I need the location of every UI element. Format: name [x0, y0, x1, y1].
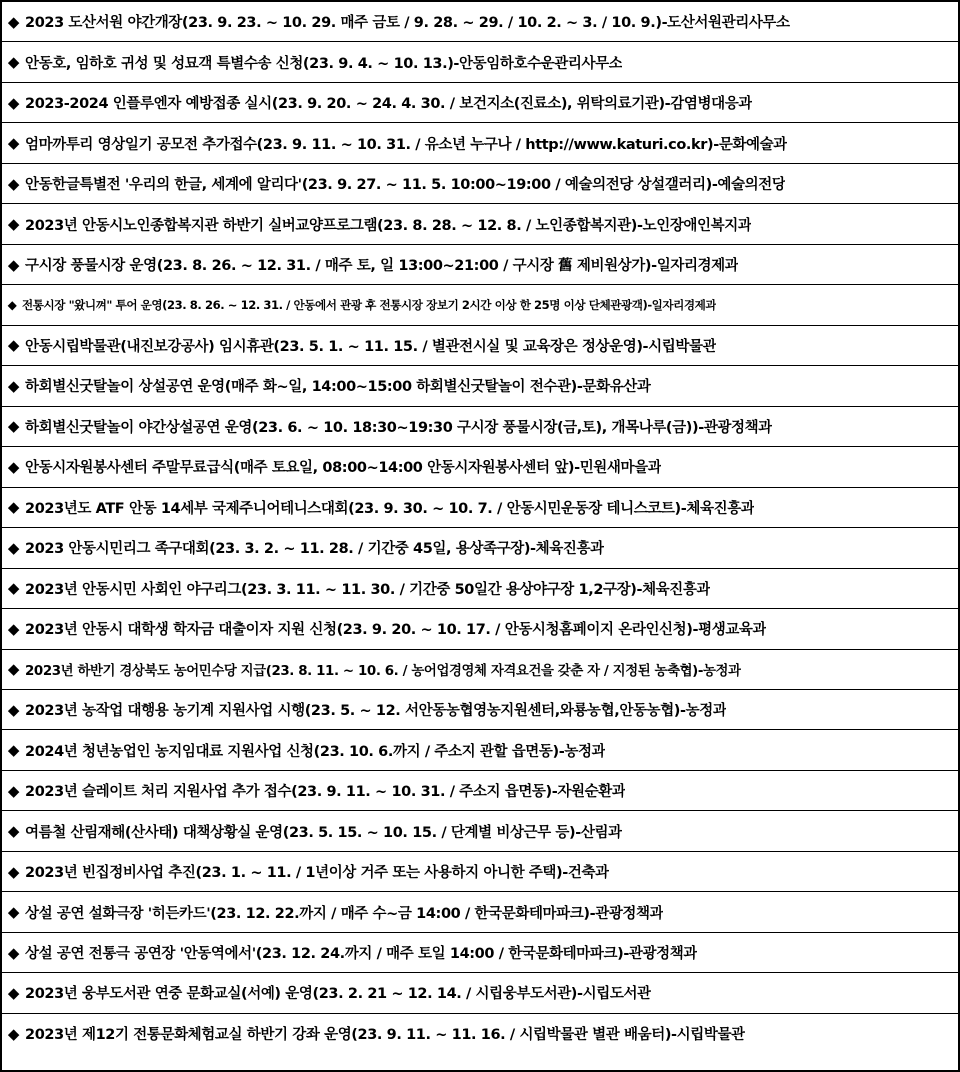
list-item[interactable]	[2, 204, 958, 244]
list-item[interactable]	[2, 366, 958, 406]
notice-text[interactable]: 2023년 안동시민 사회인 야구리그(23. 3. 11. ~ 11. 30. / 기간중 50일간 용상야구장 1,2구장)-체육진흥과	[25, 581, 711, 598]
diamond-bullet-icon: ◆	[7, 457, 20, 476]
notice-text[interactable]: 엄마까투리 영상일기 공모전 추가접수(23. 9. 11. ~ 10. 31. / 유소년 누구나 / http://www.katuri.co.kr)-문화예술과	[25, 136, 787, 153]
list-item[interactable]	[2, 771, 958, 811]
diamond-bullet-icon: ◆	[7, 174, 20, 193]
notice-text[interactable]: 2024년 청년농업인 농지임대료 지원사업 신청(23. 10. 6.까지 / 주소지 관할 읍면동)-농정과	[25, 743, 606, 760]
list-item[interactable]	[2, 447, 958, 487]
notice-text[interactable]: 하회별신굿탈놀이 야간상설공연 운영(23. 6. ~ 10. 18:30~19:30 구시장 풍물시장(금,토), 개목나루(금))-관광정책과	[25, 419, 772, 436]
list-item[interactable]	[2, 83, 958, 123]
notice-text[interactable]: 2023-2024 인플루엔자 예방접종 실시(23. 9. 20. ~ 24. 4. 30. / 보건지소(진료소), 위탁의료기관)-감염병대응과	[25, 96, 752, 113]
list-item[interactable]	[2, 407, 958, 447]
list-item[interactable]	[2, 730, 958, 770]
notice-text[interactable]: 전통시장 "왔니껴" 투어 운영(23. 8. 26. ~ 12. 31. / 안동에서 관광 후 전통시장 장보기 2시간 이상 한 25명 이상 단체관광객)-일자리경제과	[22, 298, 717, 313]
list-item[interactable]	[2, 326, 958, 366]
list-item[interactable]	[2, 569, 958, 609]
diamond-bullet-icon: ◆	[7, 741, 20, 760]
notice-text[interactable]: 안동시자원봉사센터 주말무료급식(매주 토요일, 08:00~14:00 안동시자원봉사센터 앞)-민원새마을과	[25, 460, 662, 477]
diamond-bullet-icon: ◆	[7, 134, 20, 153]
notice-text[interactable]: 2023년 빈집정비사업 추진(23. 1. ~ 11. / 1년이상 거주 또는 사용하지 아니한 주택)-건축과	[25, 865, 609, 882]
notice-text[interactable]: 2023년 웅부도서관 연중 문화교실(서예) 운영(23. 2. 21 ~ 12. 14. / 시립웅부도서관)-시립도서관	[25, 986, 651, 1003]
diamond-bullet-icon: ◆	[7, 417, 20, 436]
list-item[interactable]	[2, 811, 958, 851]
diamond-bullet-icon: ◆	[7, 336, 20, 355]
notice-text[interactable]: 2023년 제12기 전통문화체험교실 하반기 강좌 운영(23. 9. 11. ~ 11. 16. / 시립박물관 별관 배움터)-시립박물관	[25, 1027, 745, 1044]
notice-text[interactable]: 하회별신굿탈놀이 상설공연 운영(매주 화~일, 14:00~15:00 하회별신굿탈놀이 전수관)-문화유산과	[25, 379, 651, 396]
list-item[interactable]	[2, 123, 958, 163]
notice-text[interactable]: 안동호, 임하호 귀성 및 성묘객 특별수송 신청(23. 9. 4. ~ 10. 13.)-안동임하호수운관리사무소	[25, 55, 623, 72]
notice-text[interactable]: 2023년 하반기 경상북도 농어민수당 지급(23. 8. 11. ~ 10. 6. / 농어업경영체 자격요건을 갖춘 자 / 지정된 농축협)-농정과	[25, 663, 741, 679]
diamond-bullet-icon: ◆	[7, 660, 20, 679]
notice-text[interactable]: 상설 공연 설화극장 '히든카드'(23. 12. 22.까지 / 매주 수~금 14:00 / 한국문화테마파크)-관광정책과	[25, 905, 664, 922]
notice-text[interactable]: 2023 도산서원 야간개장(23. 9. 23. ~ 10. 29. 매주 금토 / 9. 28. ~ 29. / 10. 2. ~ 3. / 10. 9.)-도산서원관리사무소	[25, 15, 790, 32]
diamond-bullet-icon: ◆	[7, 298, 17, 313]
notice-text[interactable]: 2023년 안동시노인종합복지관 하반기 실버교양프로그램(23. 8. 28. ~ 12. 8. / 노인종합복지관)-노인장애인복지과	[25, 217, 752, 234]
list-item[interactable]	[2, 42, 958, 82]
list-item[interactable]	[2, 650, 958, 690]
diamond-bullet-icon: ◆	[7, 781, 20, 800]
diamond-bullet-icon: ◆	[7, 983, 20, 1002]
list-item[interactable]	[2, 852, 958, 892]
list-item[interactable]	[2, 609, 958, 649]
diamond-bullet-icon: ◆	[7, 903, 20, 922]
notice-text[interactable]: 안동시립박물관(내진보강공사) 임시휴관(23. 5. 1. ~ 11. 15. / 별관전시실 및 교육장은 정상운영)-시립박물관	[25, 338, 717, 355]
diamond-bullet-icon: ◆	[7, 579, 20, 598]
list-item[interactable]	[2, 1014, 958, 1054]
diamond-bullet-icon: ◆	[7, 619, 20, 638]
list-item[interactable]	[2, 933, 958, 973]
notice-text[interactable]: 2023년 안동시 대학생 학자금 대출이자 지원 신청(23. 9. 20. ~ 10. 17. / 안동시청홈페이지 온라인신청)-평생교육과	[25, 622, 767, 639]
notice-text[interactable]: 2023 안동시민리그 족구대회(23. 3. 2. ~ 11. 28. / 기간중 45일, 용상족구장)-체육진흥과	[25, 541, 604, 558]
notice-text[interactable]: 2023년 슬레이트 처리 지원사업 추가 접수(23. 9. 11. ~ 10. 31. / 주소지 읍면동)-자원순환과	[25, 784, 626, 801]
list-item[interactable]	[2, 892, 958, 932]
list-item[interactable]	[2, 690, 958, 730]
diamond-bullet-icon: ◆	[7, 93, 20, 112]
list-item[interactable]	[2, 528, 958, 568]
diamond-bullet-icon: ◆	[7, 822, 20, 841]
list-item[interactable]	[2, 285, 958, 325]
diamond-bullet-icon: ◆	[7, 498, 20, 517]
diamond-bullet-icon: ◆	[7, 376, 20, 395]
diamond-bullet-icon: ◆	[7, 255, 20, 274]
list-item[interactable]	[2, 488, 958, 528]
diamond-bullet-icon: ◆	[7, 1024, 20, 1043]
list-item[interactable]	[2, 164, 958, 204]
list-item[interactable]	[2, 245, 958, 285]
diamond-bullet-icon: ◆	[7, 12, 20, 31]
diamond-bullet-icon: ◆	[7, 943, 20, 962]
notice-text[interactable]: 상설 공연 전통극 공연장 '안동역에서'(23. 12. 24.까지 / 매주 토일 14:00 / 한국문화테마파크)-관광정책과	[25, 946, 697, 963]
notice-text[interactable]: 여름철 산림재해(산사태) 대책상황실 운영(23. 5. 15. ~ 10. 15. / 단계별 비상근무 등)-산림과	[25, 824, 622, 841]
notice-text[interactable]: 안동한글특별전 '우리의 한글, 세계에 알리다'(23. 9. 27. ~ 11. 5. 10:00~19:00 / 예술의전당 상설갤러리)-예술의전당	[25, 177, 786, 194]
list-item[interactable]	[2, 973, 958, 1013]
diamond-bullet-icon: ◆	[7, 862, 20, 881]
notice-text[interactable]: 2023년도 ATF 안동 14세부 국제주니어테니스대회(23. 9. 30. ~ 10. 7. / 안동시민운동장 테니스코트)-체육진흥과	[25, 500, 755, 517]
diamond-bullet-icon: ◆	[7, 700, 20, 719]
diamond-bullet-icon: ◆	[7, 53, 20, 72]
notice-text[interactable]: 2023년 농작업 대행용 농기계 지원사업 시행(23. 5. ~ 12. 서안동농협영농지원센터,와룡농협,안동농협)-농정과	[25, 703, 727, 720]
diamond-bullet-icon: ◆	[7, 215, 20, 234]
list-item[interactable]	[2, 2, 958, 42]
notice-text[interactable]: 구시장 풍물시장 운영(23. 8. 26. ~ 12. 31. / 매주 토, 일 13:00~21:00 / 구시장 舊 제비원상가)-일자리경제과	[25, 258, 739, 275]
diamond-bullet-icon: ◆	[7, 538, 20, 557]
